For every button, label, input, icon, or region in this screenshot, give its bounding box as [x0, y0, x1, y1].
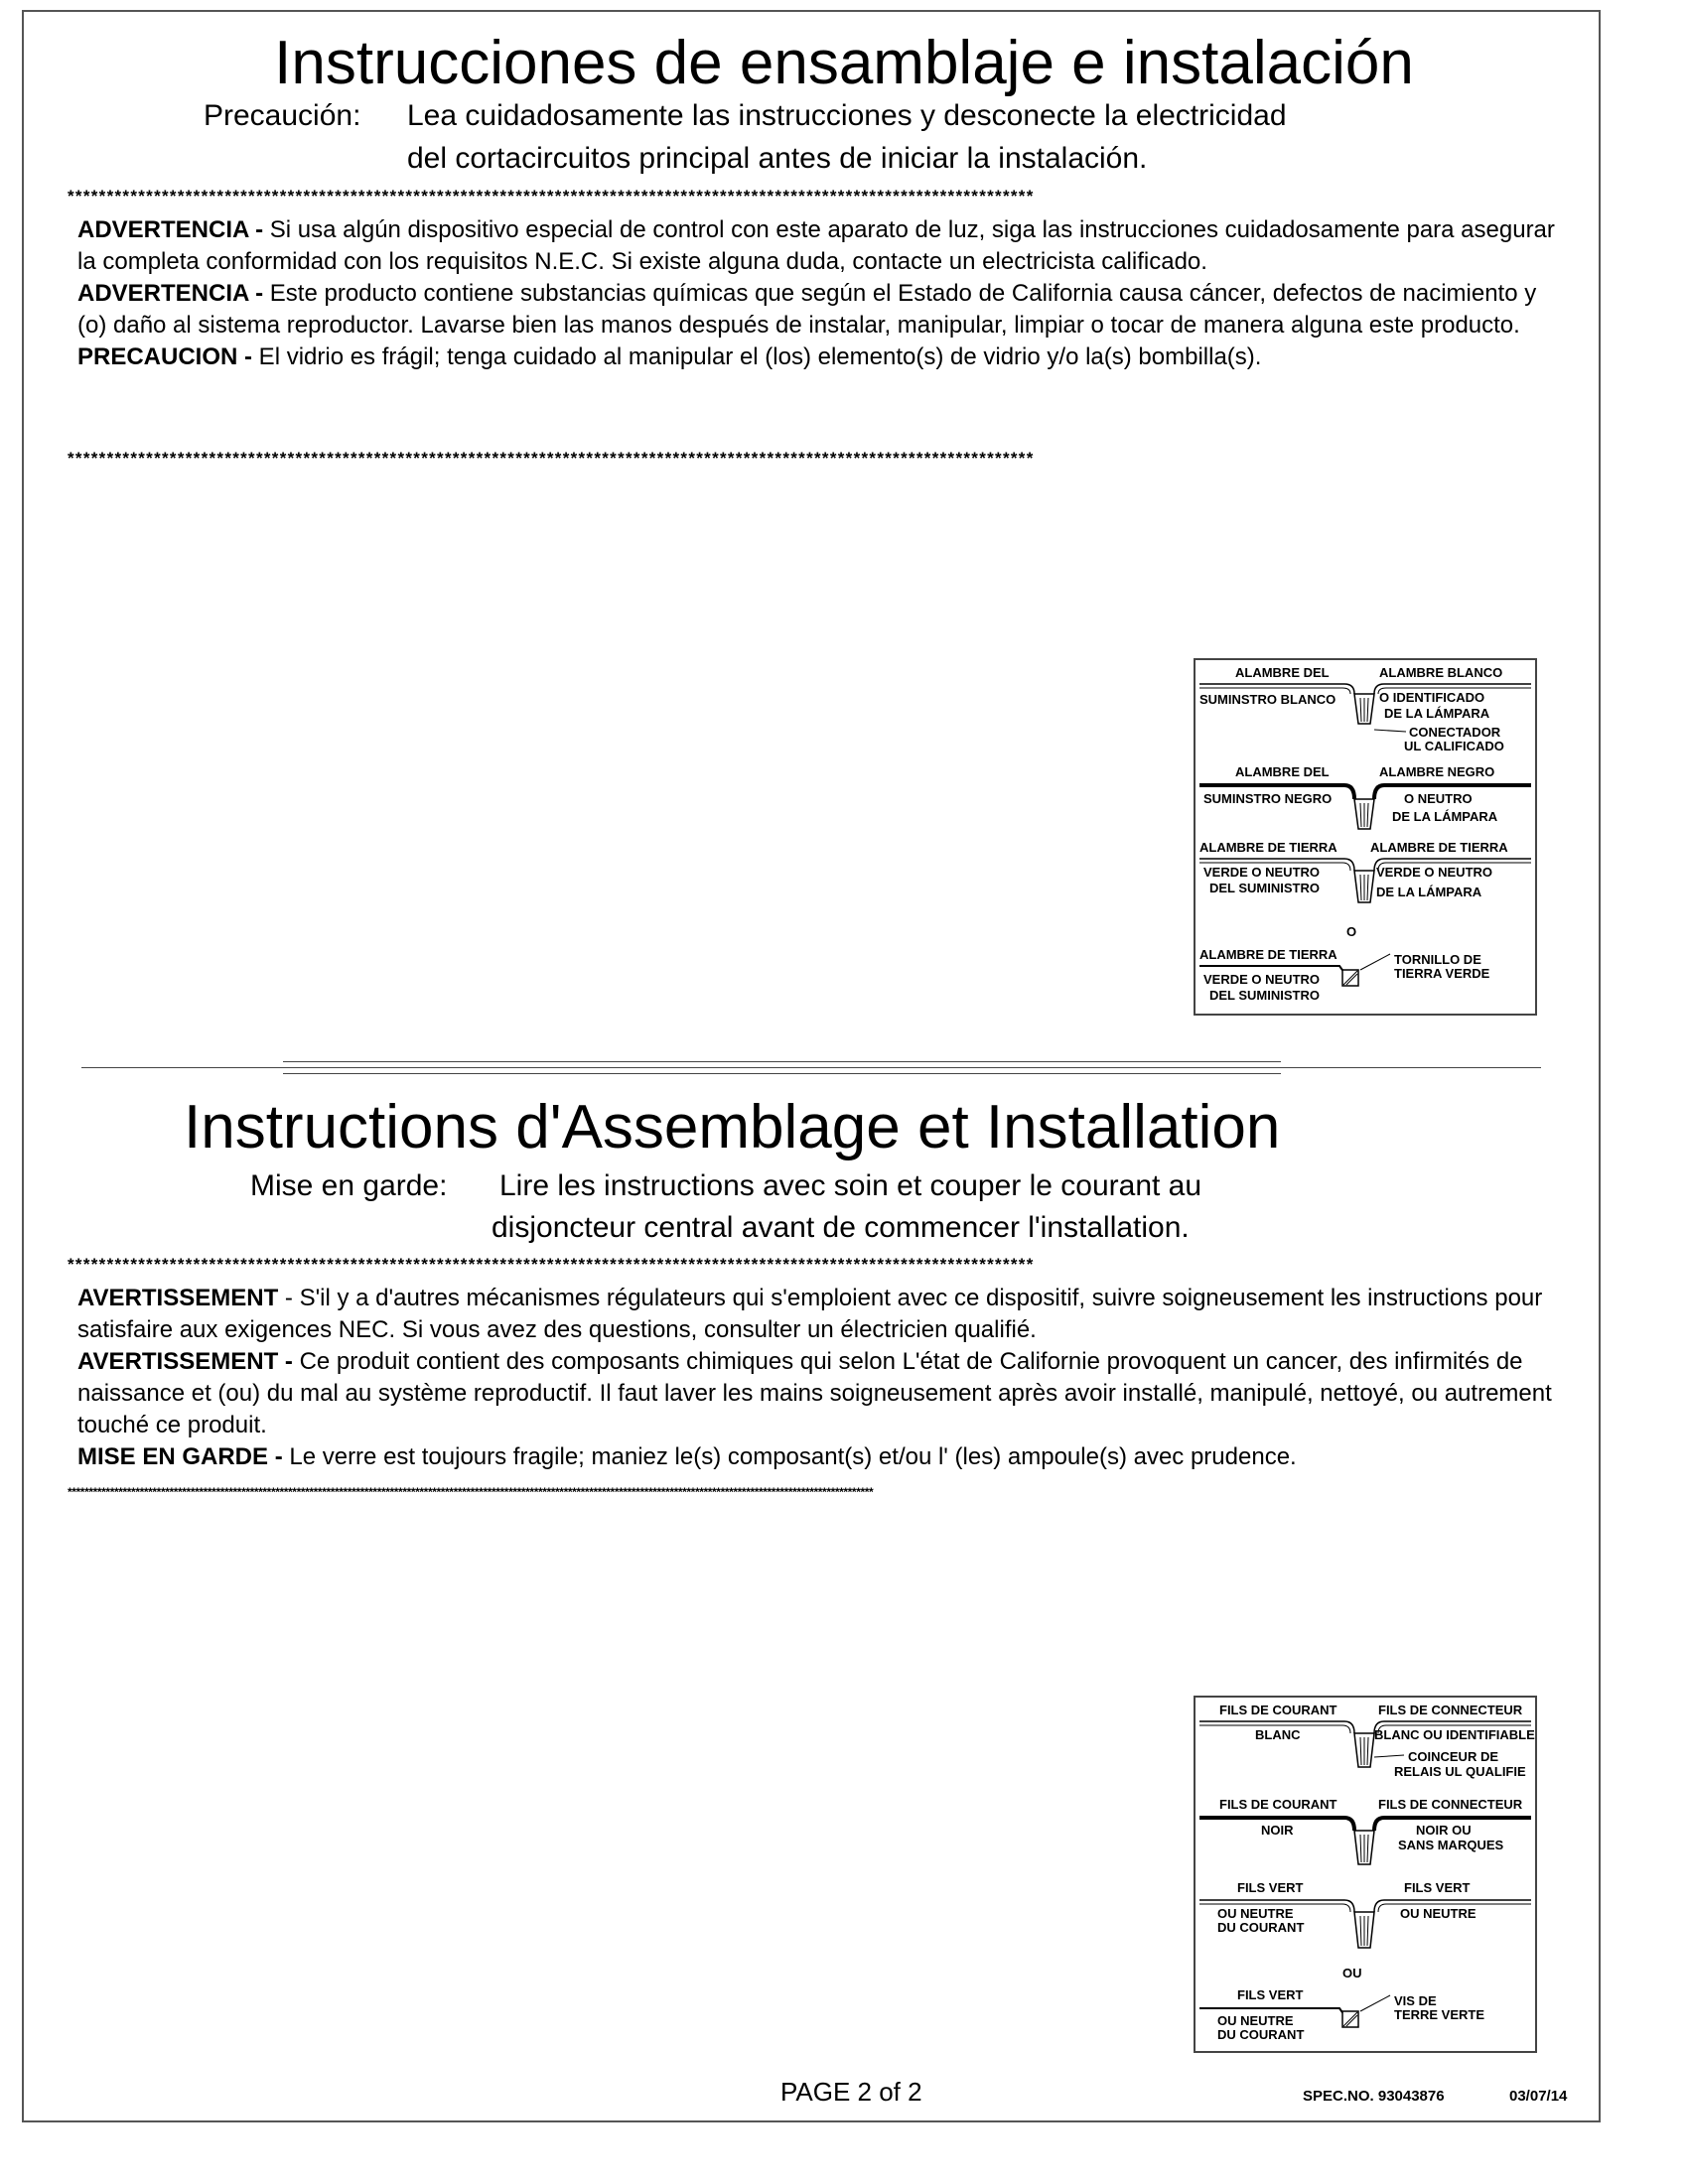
caution-paragraph [77, 1441, 1567, 1473]
diagram-label: ALAMBRE BLANCO [1379, 665, 1503, 680]
diagram-label: ALAMBRE DE TIERRA [1199, 840, 1337, 855]
diagram-label: OU NEUTRE [1400, 1906, 1477, 1921]
diagram-label: ALAMBRE DEL [1235, 764, 1330, 779]
diagram-label: ALAMBRE DE TIERRA [1199, 947, 1337, 962]
divider-stars: *************************************************************************************************************************** [68, 187, 1035, 205]
warning-paragraph [77, 278, 1567, 341]
warning-label: ADVERTENCIA - [77, 280, 264, 307]
spanish-title: Instrucciones de ensamblaje e instalación [274, 29, 1414, 97]
caution-text: Le verre est toujours fragile; maniez le(s) composant(s) et/ou l' (les) ampoule(s) avec prudence. [282, 1443, 1297, 1470]
caution-paragraph [77, 341, 1567, 373]
section-separator [283, 1073, 1281, 1074]
diagram-label: BLANC [1255, 1727, 1301, 1742]
diagram-label: ALAMBRE DEL [1235, 665, 1330, 680]
diagram-label: FILS VERT [1404, 1880, 1471, 1895]
spanish-caution-line1: Lea cuidadosamente las instrucciones y desconecte la electricidad [407, 99, 1287, 132]
french-title: Instructions d'Assemblage et Installation [184, 1093, 1281, 1161]
diagram-label: OU NEUTRE [1217, 1906, 1294, 1921]
diagram-label: DE LA LÁMPARA [1384, 706, 1490, 721]
section-separator [81, 1067, 1541, 1068]
caution-text: El vidrio es frágil; tenga cuidado al manipular el (los) elemento(s) de vidrio y/o la(s) bombilla(s). [252, 343, 1262, 370]
french-wiring-diagram [1194, 1696, 1537, 2053]
diagram-label: TORNILLO DE [1394, 952, 1481, 967]
diagram-label: FILS DE COURANT [1219, 1703, 1337, 1717]
diagram-label: VERDE O NEUTRO [1376, 865, 1493, 880]
warning-text: Si usa algún dispositivo especial de control con este aparato de luz, siga las instrucciones cuidadosamente para asegurar la completa conformidad con los requisitos N.E.C. Si existe alguna duda, contacte un electricista calificado. [77, 216, 1555, 275]
page-number: PAGE 2 of 2 [780, 2077, 922, 2107]
warning-paragraph [77, 1346, 1567, 1441]
diagram-label: VERDE O NEUTRO [1203, 972, 1321, 987]
spanish-caution-line2: del cortacircuitos principal antes de iniciar la instalación. [407, 142, 1148, 175]
spanish-caution-label: Precaución: [204, 99, 361, 132]
diagram-label: FILS VERT [1237, 1880, 1304, 1895]
diagram-or-label: OU [1342, 1966, 1362, 1980]
spanish-warnings [77, 214, 1567, 373]
diagram-label: O IDENTIFICADO [1379, 690, 1485, 705]
section-separator [283, 1061, 1281, 1062]
french-warnings [77, 1283, 1567, 1473]
diagram-label: VIS DE [1394, 1993, 1437, 2008]
diagram-label: SUMINSTRO NEGRO [1203, 791, 1333, 806]
warning-text: Ce produit contient des composants chimiques qui selon L'état de Californie provoquent un cancer, des infirmités de naissance et (ou) du mal au système reproductif. Il faut laver les mains soigneusement après avoir installé, manipulé, nettoyé, ou autrement touché ce produit. [77, 1348, 1552, 1438]
diagram-label: NOIR OU [1416, 1823, 1472, 1838]
diagram-label: TIERRA VERDE [1394, 966, 1490, 981]
diagram-label: DE LA LÁMPARA [1376, 885, 1482, 899]
diagram-label: UL CALIFICADO [1404, 739, 1504, 753]
spec-number: SPEC.NO. 93043876 [1303, 2088, 1445, 2105]
diagram-label: ALAMBRE NEGRO [1379, 764, 1495, 779]
warning-label: ADVERTENCIA - [77, 216, 264, 243]
warning-paragraph [77, 1283, 1567, 1346]
diagram-label: SANS MARQUES [1398, 1838, 1504, 1852]
spanish-wiring-diagram [1194, 658, 1537, 1016]
diagram-label: O NEUTRO [1404, 791, 1473, 806]
divider-stars: *************************************************************************************************************************** [68, 1255, 1035, 1274]
diagram-label: TERRE VERTE [1394, 2007, 1485, 2022]
diagram-label: BLANC OU IDENTIFIABLE [1374, 1727, 1535, 1742]
warning-label: AVERTISSEMENT - [77, 1348, 293, 1375]
caution-label: MISE EN GARDE - [77, 1443, 283, 1470]
diagram-label: DU COURANT [1217, 2027, 1305, 2042]
warning-text: Este producto contiene substancias químicas que según el Estado de California causa cáncer, defectos de nacimiento y (o) daño al sistema reproductor. Lavarse bien las manos después de instalar, manipular, limpiar o tocar de manera alguna este producto. [77, 280, 1537, 339]
diagram-label: RELAIS UL QUALIFIE [1394, 1764, 1526, 1779]
diagram-label: DE LA LÁMPARA [1392, 809, 1498, 824]
diagram-label: FILS DE CONNECTEUR [1378, 1703, 1523, 1717]
warning-text: - S'il y a d'autres mécanismes régulateurs qui s'emploient avec ce dispositif, suivre soigneusement les instructions pour satisfaire aux exigences NEC. Si vous avez des questions, consulter un électricien qualifié. [77, 1285, 1543, 1343]
diagram-label: SUMINSTRO BLANCO [1199, 692, 1336, 707]
diagram-label: FILS VERT [1237, 1987, 1304, 2002]
divider-stars: *************************************************************************************************************************** [68, 449, 1035, 468]
warning-paragraph [77, 214, 1567, 278]
diagram-label: FILS DE CONNECTEUR [1378, 1797, 1523, 1812]
french-caution-line1: Lire les instructions avec soin et couper le courant au [499, 1169, 1202, 1202]
diagram-label: VERDE O NEUTRO [1203, 865, 1321, 880]
french-caution-label: Mise en garde: [250, 1169, 448, 1202]
diagram-label: ALAMBRE DE TIERRA [1370, 840, 1508, 855]
diagram-label: DU COURANT [1217, 1920, 1305, 1935]
warning-label: AVERTISSEMENT [77, 1285, 279, 1311]
diagram-label: DEL SUMINISTRO [1209, 881, 1320, 895]
diagram-label: NOIR [1261, 1823, 1294, 1838]
diagram-label: DEL SUMINISTRO [1209, 988, 1320, 1003]
doc-date: 03/07/14 [1509, 2088, 1568, 2105]
diagram-label: OU NEUTRE [1217, 2013, 1294, 2028]
diagram-label: CONECTADOR [1409, 725, 1501, 740]
diagram-label: COINCEUR DE [1408, 1749, 1499, 1764]
diagram-or-label: O [1346, 924, 1357, 939]
caution-label: PRECAUCION - [77, 343, 253, 370]
diagram-label: FILS DE COURANT [1219, 1797, 1337, 1812]
divider-stars: ********************************************************************************************************************************************************************************************** [68, 1485, 874, 1499]
french-caution-line2: disjoncteur central avant de commencer l'installation. [492, 1211, 1190, 1244]
